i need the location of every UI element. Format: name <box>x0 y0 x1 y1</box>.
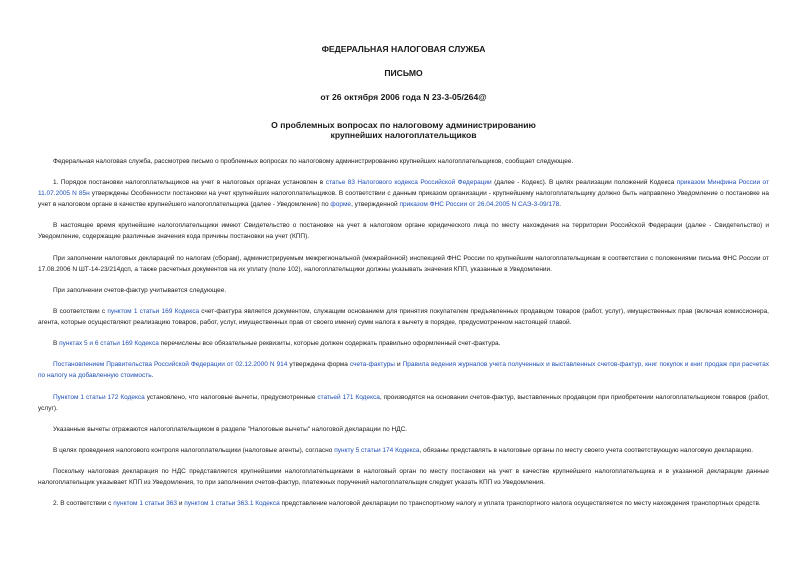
doc-type-title: ПИСЬМО <box>384 68 423 78</box>
paragraph-text: утверждены Особенности постановки на учет крупнейших налогоплательщиков. В соответствии с данным приказом организации - крупнейшему налогоплательщику должно быть направлено Уведомление о постановке на учет в налоговом органе в качестве крупнейшего налогоплательщика (далее - Уведомление) по <box>38 190 769 209</box>
doc-subject-line-2: крупнейших налогоплательщиков <box>330 130 477 140</box>
legal-reference-link[interactable]: Пунктом 1 статьи 172 Кодекса <box>53 393 145 401</box>
legal-reference-link[interactable]: пунктом 1 статьи 363.1 Кодекса <box>184 500 280 508</box>
paragraph <box>38 220 769 242</box>
paragraph-text: Указанные вычеты отражаются налогоплательщиком в разделе "Налоговые вычеты" налоговой декларации по НДС. <box>53 425 408 433</box>
legal-reference-link[interactable]: пункту 5 статьи 174 Кодекса <box>334 446 420 454</box>
paragraph <box>38 156 769 167</box>
paragraph <box>38 253 769 275</box>
paragraph <box>38 498 769 509</box>
paragraph-text: , обязаны представлять в налоговые органы по месту своего учета соответствующую налоговую декларацию. <box>419 446 754 454</box>
paragraph-text: , производятся на основании счетов-фактур, выставленных продавцом при приобретении налогоплательщиком товаров (работ, услуг). <box>38 393 769 412</box>
paragraph-text: 1. Порядок постановки налогоплательщиков на учет в налоговых органах установлен в <box>53 179 326 187</box>
paragraph-text: , утвержденной <box>351 201 400 209</box>
legal-reference-link[interactable]: счета-фактуры <box>349 361 395 369</box>
legal-reference-link[interactable]: приказом Минфина России от 11.07.2005 N 85н <box>38 179 770 198</box>
paragraph-text: счет-фактура является документом, служащим основанием для принятия покупателем предъявленных продавцом товаров (работ, услуг), имущественных прав (включая комиссионера, агента, которые осуществляют реализацию товаров, работ, услуг, имущественных прав от своего имени) сумм налога к вычету в порядке, предусмотренном настоящей главой. <box>38 307 769 326</box>
paragraph-text: перечислены все обязательные реквизиты, которые должен содержать правильно оформленный счет-фактура. <box>158 340 501 348</box>
paragraph <box>38 392 769 414</box>
paragraph-text: представление налоговой декларации по транспортному налогу и уплата транспортного налога осуществляется по месту нахождения транспортных средств. <box>279 500 761 508</box>
paragraph-text: 2. В соответствии с <box>53 500 114 508</box>
paragraph-text: Федеральная налоговая служба, рассмотрев письмо о проблемных вопросах по налоговому администрированию крупнейших налогоплательщиков, сообщает следующее. <box>53 158 574 165</box>
paragraph-text: и <box>394 361 403 369</box>
paragraph-text: (далее - Кодекс). В целях реализации положений Кодекса <box>491 179 677 187</box>
legal-reference-link[interactable]: статьей 171 Кодекса <box>317 393 380 401</box>
document-body <box>38 156 769 509</box>
paragraph-text: установлено, что налоговые вычеты, предусмотренные <box>144 393 318 401</box>
legal-reference-link[interactable]: статье 83 Налогового кодекса Российской Федерации <box>325 179 492 187</box>
paragraph <box>38 466 769 488</box>
paragraph <box>38 306 769 328</box>
legal-reference-link[interactable]: Постановлением Правительства Российской Федерации от 02.12.2000 N 914 <box>53 361 288 369</box>
paragraph <box>38 285 769 296</box>
paragraph <box>38 177 769 210</box>
doc-subject-line-1: О проблемных вопросах по налоговому администрированию <box>271 120 536 130</box>
paragraph <box>38 359 769 381</box>
legal-reference-link[interactable]: пунктом 1 статьи 363 <box>113 500 178 508</box>
paragraph-text: При заполнении налоговых деклараций по налогам (сборам), администрируемым межрегиональной (межрайонной) инспекцией ФНС России по крупнейшим налогоплательщикам в соответствии с положениями письма ФНС России от 17.08.2006 N ШТ-14-23/214дсп, а также расчетных документов на их уплату (поле 102), налогоплательщики должны указывать значения КПП, указанные в Уведомлении. <box>38 254 769 273</box>
paragraph <box>38 338 769 349</box>
paragraph-text: В настоящее время крупнейшие налогоплательщики имеют Свидетельство о постановке на учет в налоговом органе юридического лица по месту нахождения на территории Российской Федерации (далее - Свидетельство) и Уведомление, содержащие различные значения кода причины постановки на учет (КПП). <box>38 222 769 241</box>
paragraph-text: В <box>53 340 60 348</box>
paragraph-text: и <box>177 500 185 508</box>
paragraph-text: В целях проведения налогового контроля налогоплательщики (налоговые агенты), согласно <box>53 446 335 454</box>
legal-reference-link[interactable]: Правила ведения журналов учета полученных и выставленных счетов-фактур, книг покупок и книг продаж при расчетах по налогу на добавленную стоимость <box>38 361 769 380</box>
doc-reference: от 26 октября 2006 года N 23-3-05/264@ <box>320 92 487 102</box>
paragraph <box>38 445 769 456</box>
paragraph-text: . <box>151 372 154 380</box>
paragraph <box>38 424 769 435</box>
paragraph-text: . <box>559 201 562 209</box>
paragraph-text: Поскольку налоговая декларация по НДС представляется крупнейшими налогоплательщиками в налоговый орган по месту постановки на учет в качестве крупнейшего налогоплательщика и в указанной декларации данные налогоплательщик указывает КПП из Уведомления, то при заполнении счетов-фактур, платежных поручений налогоплательщик следует указать КПП из Уведомления. <box>38 468 769 487</box>
paragraph-text: утверждена форма <box>287 361 350 369</box>
paragraph-text: В соответствии с <box>53 307 108 315</box>
legal-reference-link[interactable]: пунктом 1 статьи 169 Кодекса <box>107 307 200 315</box>
legal-reference-link[interactable]: пунктах 5 и 6 статьи 169 Кодекса <box>59 340 159 348</box>
paragraph-text: При заполнении счетов-фактур учитывается следующее. <box>53 286 227 294</box>
doc-subject <box>38 120 769 140</box>
legal-reference-link[interactable]: форме <box>330 201 352 209</box>
org-title: ФЕДЕРАЛЬНАЯ НАЛОГОВАЯ СЛУЖБА <box>321 44 486 54</box>
legal-reference-link[interactable]: приказом ФНС России от 26.04.2005 N САЭ-3-09/178 <box>399 201 560 209</box>
